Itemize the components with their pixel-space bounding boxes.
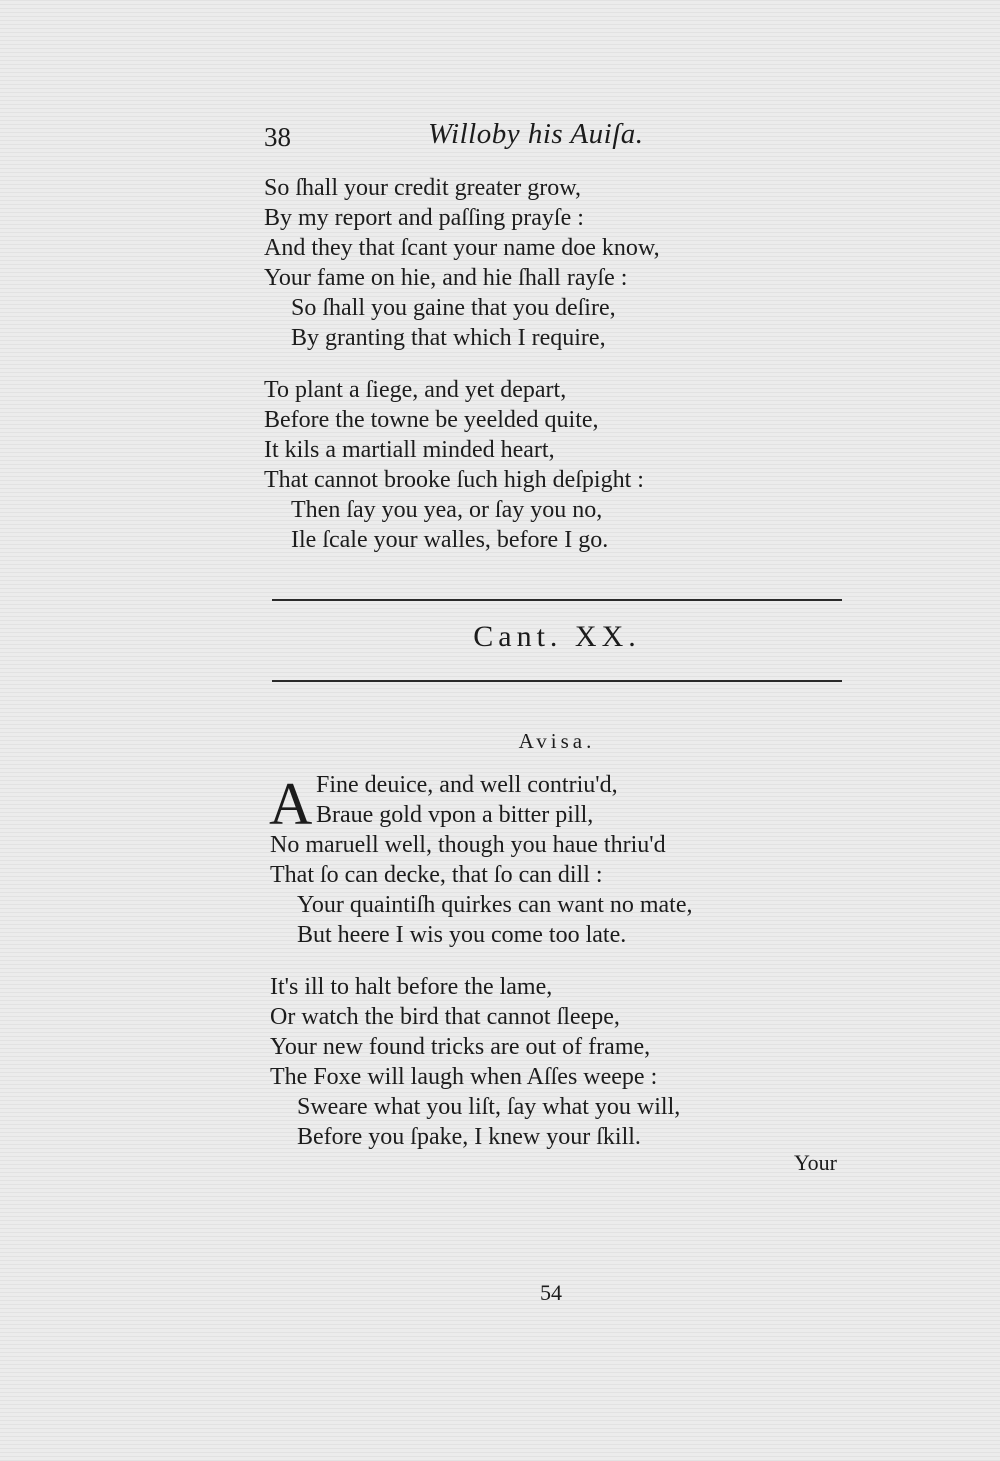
verse-line: It's ill to halt before the lame, bbox=[270, 974, 553, 1000]
stanza bbox=[270, 770, 693, 950]
verse-line: So ſhall your credit greater grow, bbox=[264, 175, 582, 201]
verse-line: By granting that which I require, bbox=[291, 325, 606, 351]
verse-line: That ſo can decke, that ſo can dill : bbox=[270, 862, 603, 888]
verse-line: Then ſay you yea, or ſay you no, bbox=[291, 497, 603, 523]
verse-line: To plant a ſiege, and yet depart, bbox=[264, 377, 567, 403]
verse-line: Your quaintiſh quirkes can want no mate, bbox=[297, 892, 693, 918]
verse-line: Fine deuice, and well contriu'd, bbox=[316, 772, 618, 798]
stanza bbox=[264, 375, 644, 555]
speaker-heading: Avisa. bbox=[518, 729, 596, 753]
signature-mark: 54 bbox=[540, 1280, 562, 1305]
verse-line: No maruell well, though you haue thriu'd bbox=[270, 832, 666, 858]
verse-line: Braue gold vpon a bitter pill, bbox=[316, 802, 594, 828]
verse-line: Your fame on hie, and hie ſhall rayſe : bbox=[264, 265, 628, 291]
verse-line: The Foxe will laugh when Aſſes weepe : bbox=[270, 1064, 658, 1090]
page-number: 38 bbox=[264, 122, 291, 152]
verse-line: It kils a martiall minded heart, bbox=[264, 437, 555, 463]
running-title: Willoby his Auiſa. bbox=[428, 118, 644, 150]
catchword: Your bbox=[794, 1150, 838, 1175]
stanza bbox=[264, 173, 660, 353]
page-header bbox=[264, 118, 684, 158]
verse-line: Ile ſcale your walles, before I go. bbox=[291, 527, 609, 553]
drop-cap: A bbox=[269, 771, 313, 837]
verse-line: So ſhall you gaine that you deſire, bbox=[291, 295, 616, 321]
verse-line: By my report and paſſing prayſe : bbox=[264, 205, 584, 231]
divider-rule bbox=[272, 599, 842, 601]
divider-rule bbox=[272, 680, 842, 682]
verse-line: But heere I wis you come too late. bbox=[297, 922, 627, 948]
verse-line: Before the towne be yeelded quite, bbox=[264, 407, 599, 433]
stanza bbox=[270, 972, 680, 1152]
verse-line: Or watch the bird that cannot ſleepe, bbox=[270, 1004, 620, 1030]
verse-line: Before you ſpake, I knew your ſkill. bbox=[297, 1124, 641, 1150]
verse-line: Sweare what you liſt, ſay what you will, bbox=[297, 1094, 681, 1120]
verse-line: And they that ſcant your name doe know, bbox=[264, 235, 660, 261]
verse-line: That cannot brooke ſuch high deſpight : bbox=[264, 467, 644, 493]
canto-heading: Cant. XX. bbox=[473, 620, 641, 653]
verse-line: Your new found tricks are out of frame, bbox=[270, 1034, 651, 1060]
